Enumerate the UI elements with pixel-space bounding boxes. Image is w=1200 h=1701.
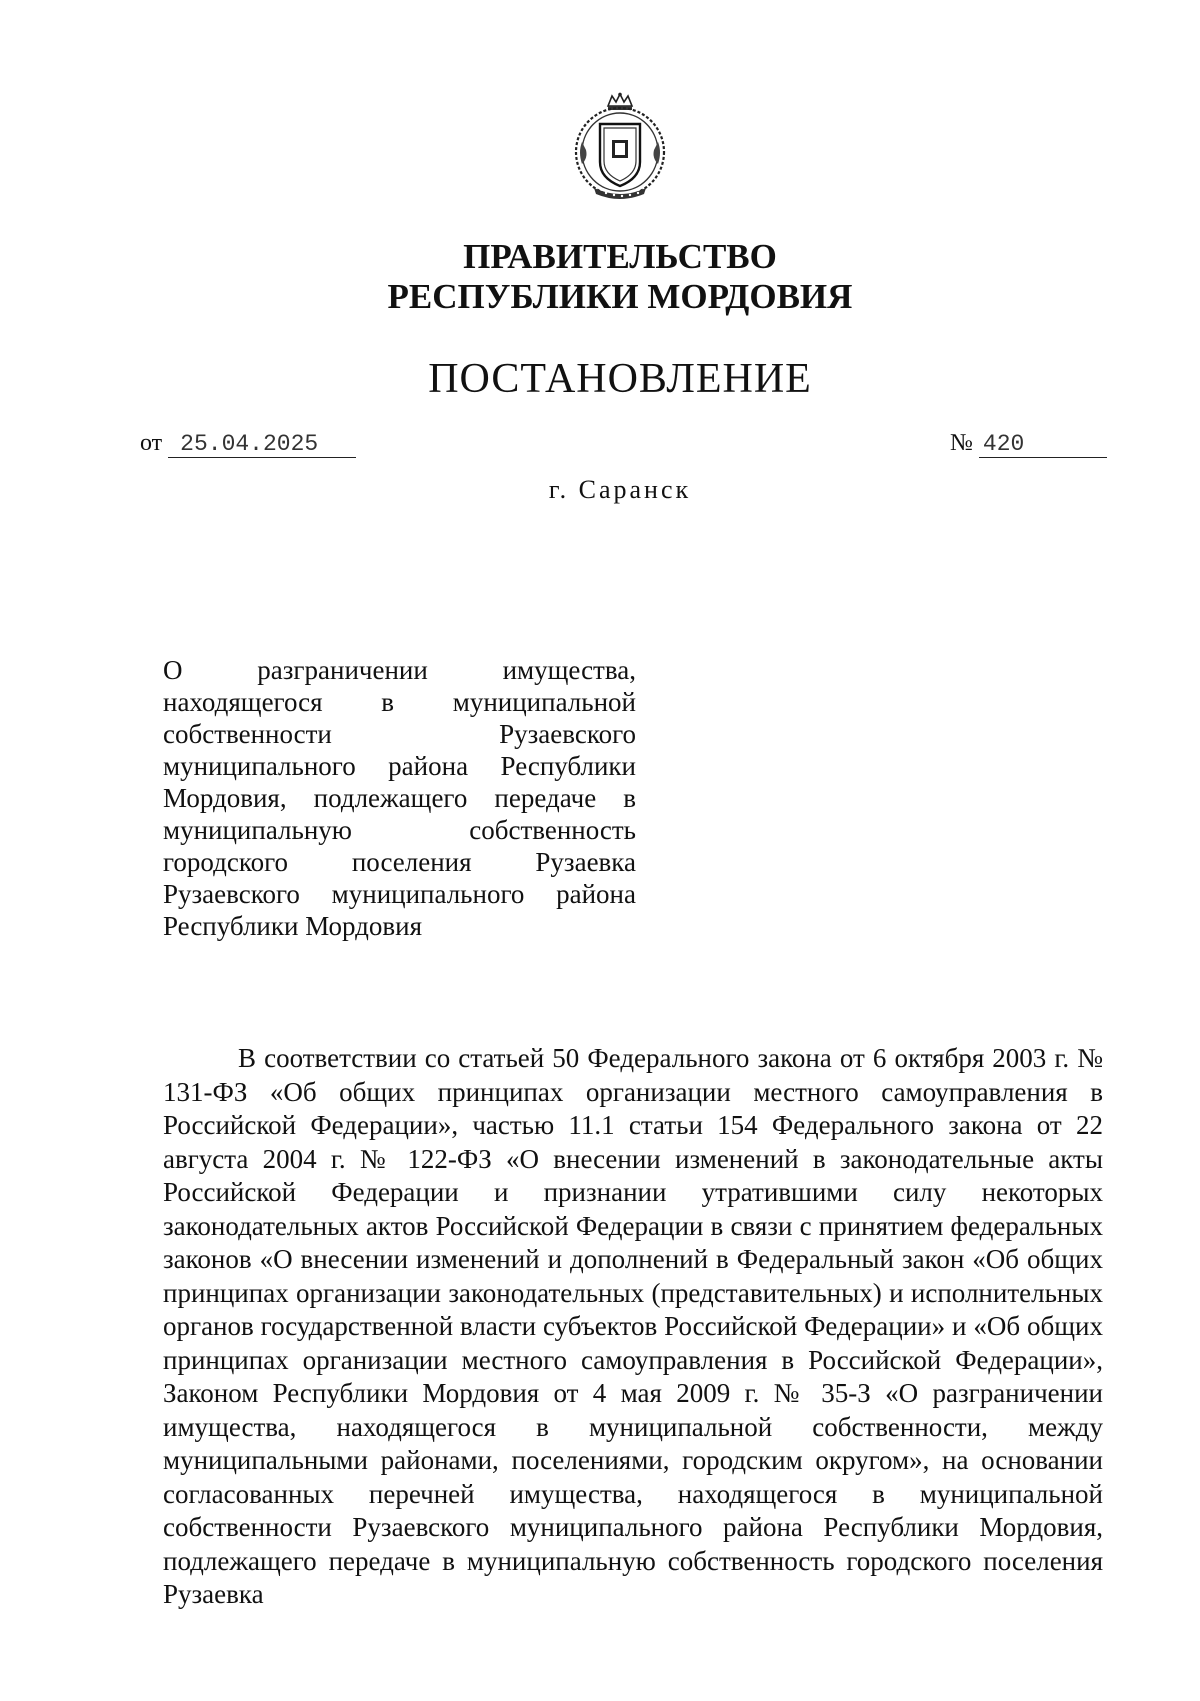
- date-prefix: от: [140, 430, 163, 456]
- document-number: 420: [979, 431, 1107, 458]
- city: г. Саранск: [548, 475, 692, 504]
- document-subject: О разграничении имущества, находящегося в муниципальной собственности Рузаевского муниципального района Республики Мордовия, подлежащего передаче в муниципальную собственность городского поселения Рузаевка Рузаевского муниципального района Республики Мордовия: [163, 655, 636, 941]
- document-type: ПОСТАНОВЛЕНИЕ: [428, 356, 812, 402]
- coat-of-arms-icon: [570, 92, 670, 204]
- number-prefix: №: [950, 430, 973, 456]
- number-row: [950, 430, 1107, 458]
- organization-title-line2: РЕСПУБЛИКИ МОРДОВИЯ: [387, 277, 853, 316]
- organization-title-line1: ПРАВИТЕЛЬСТВО: [463, 237, 777, 276]
- document-date: 25.04.2025: [168, 431, 356, 458]
- document-body: В соответствии со статьей 50 Федерального закона от 6 октября 2003 г. № 131-ФЗ «Об общих принципах организации местного самоуправления в Российской Федерации», частью 11.1 статьи 154 Федерального закона от 22 августа 2004 г. № 122-ФЗ «О внесении изменений в законодательные акты Российской Федерации и признании утратившими силу некоторых законодательных актов Российской Федерации в связи с принятием федеральных законов «О внесении изменений и дополнений в Федеральный закон «Об общих принципах организации законодательных (представительных) и исполнительных органов государственной власти субъектов Российской Федерации» и «Об общих принципах организации местного самоуправления в Российской Федерации», Законом Республики Мордовия от 4 мая 2009 г. № 35-З «О разграничении имущества, находящегося в муниципальной собственности, между муниципальными районами, поселениями, городским округом», на основании согласованных перечней имущества, находящегося в муниципальной собственности Рузаевского муниципального района Республики Мордовия, подлежащего передаче в муниципальную собственность городского поселения Рузаевка: [163, 1043, 1103, 1609]
- date-row: [140, 430, 356, 458]
